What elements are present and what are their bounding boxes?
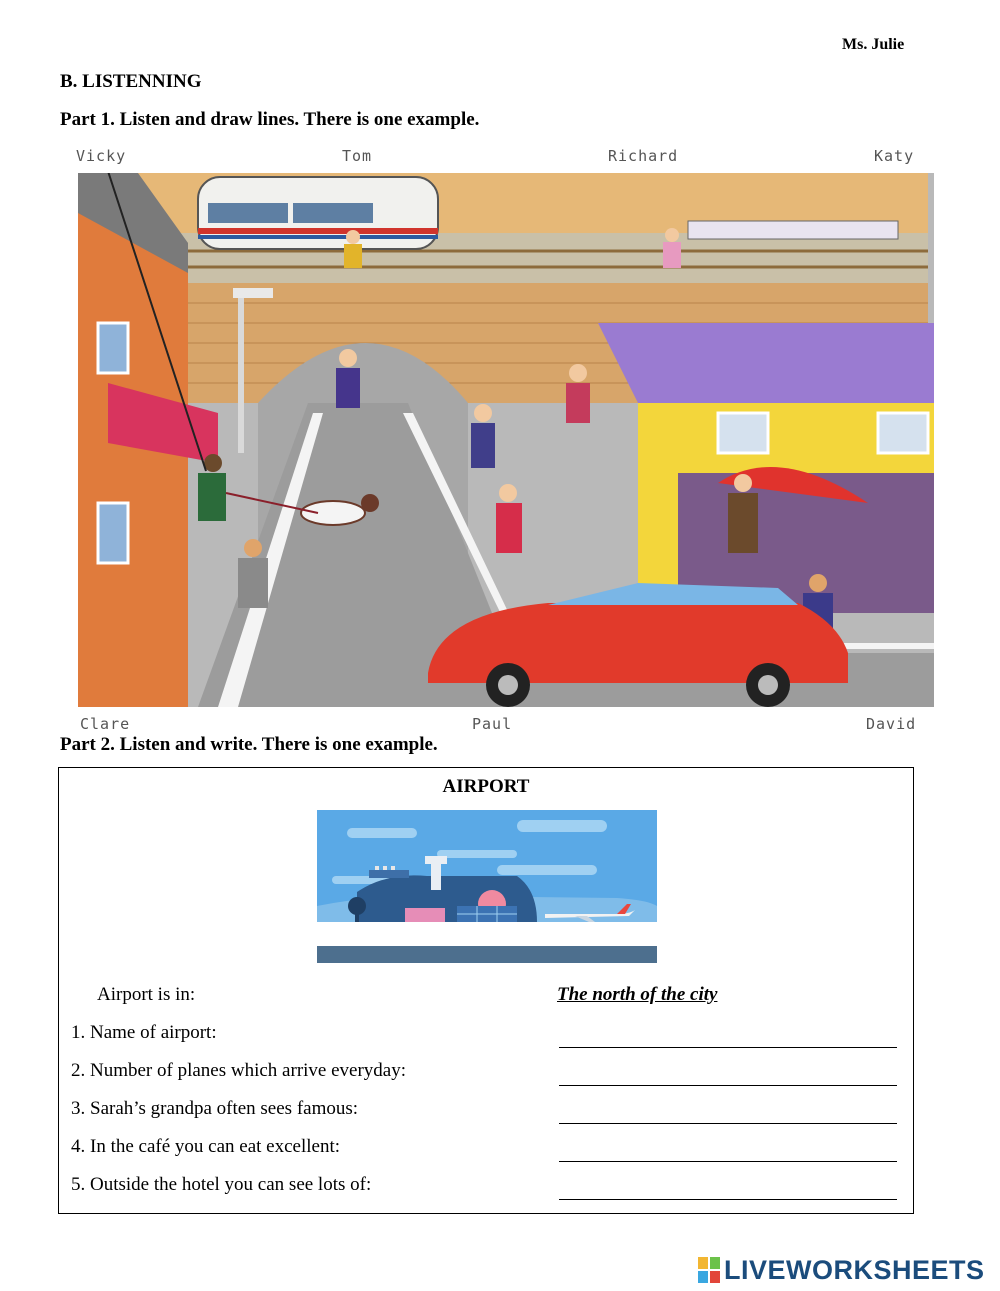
name-label-vicky[interactable]: Vicky [76, 147, 127, 165]
question-row [71, 1022, 901, 1050]
author-name: Ms. Julie [842, 36, 905, 53]
part2-instruction: Part 2. Listen and write. There is one example. [60, 734, 438, 755]
answer-input-3[interactable] [559, 1101, 897, 1124]
question-row [71, 1060, 901, 1088]
question-label: 3. Sarah’s grandpa often sees famous: [71, 1098, 359, 1119]
name-label-richard[interactable]: Richard [608, 147, 679, 165]
name-label-paul[interactable]: Paul [472, 715, 513, 733]
name-label-david[interactable]: David [866, 715, 917, 733]
section-title: B. LISTENNING [60, 71, 202, 92]
airport-banner-bar [317, 946, 657, 963]
question-label: 5. Outside the hotel you can see lots of: [71, 1174, 372, 1195]
question-row [71, 1136, 901, 1164]
airport-illustration [317, 810, 657, 922]
name-label-katy[interactable]: Katy [874, 147, 915, 165]
answer-input-4[interactable] [559, 1139, 897, 1162]
question-row [71, 1098, 901, 1126]
example-row [71, 984, 901, 1012]
example-answer: The north of the city [557, 984, 718, 1005]
name-label-tom[interactable]: Tom [342, 147, 373, 165]
airport-exercise-box [58, 767, 914, 1214]
street-illustration [78, 173, 934, 707]
liveworksheets-logo[interactable] [698, 1255, 985, 1285]
street-scene [72, 145, 940, 733]
part1-instruction: Part 1. Listen and draw lines. There is one example. [60, 109, 480, 130]
airport-title: AIRPORT [442, 776, 530, 797]
question-row [71, 1174, 901, 1202]
name-label-clare[interactable]: Clare [80, 715, 131, 733]
liveworksheets-logo-text: LIVEWORKSHEETS [724, 1254, 985, 1285]
answer-input-2[interactable] [559, 1063, 897, 1086]
answer-input-5[interactable] [559, 1177, 897, 1200]
answer-input-1[interactable] [559, 1025, 897, 1048]
question-label: 1. Name of airport: [71, 1022, 217, 1043]
question-label: 4. In the café you can eat excellent: [71, 1136, 341, 1157]
liveworksheets-logo-icon [698, 1257, 720, 1283]
question-label: 2. Number of planes which arrive everyday: [71, 1060, 407, 1081]
example-label: Airport is in: [97, 984, 196, 1005]
